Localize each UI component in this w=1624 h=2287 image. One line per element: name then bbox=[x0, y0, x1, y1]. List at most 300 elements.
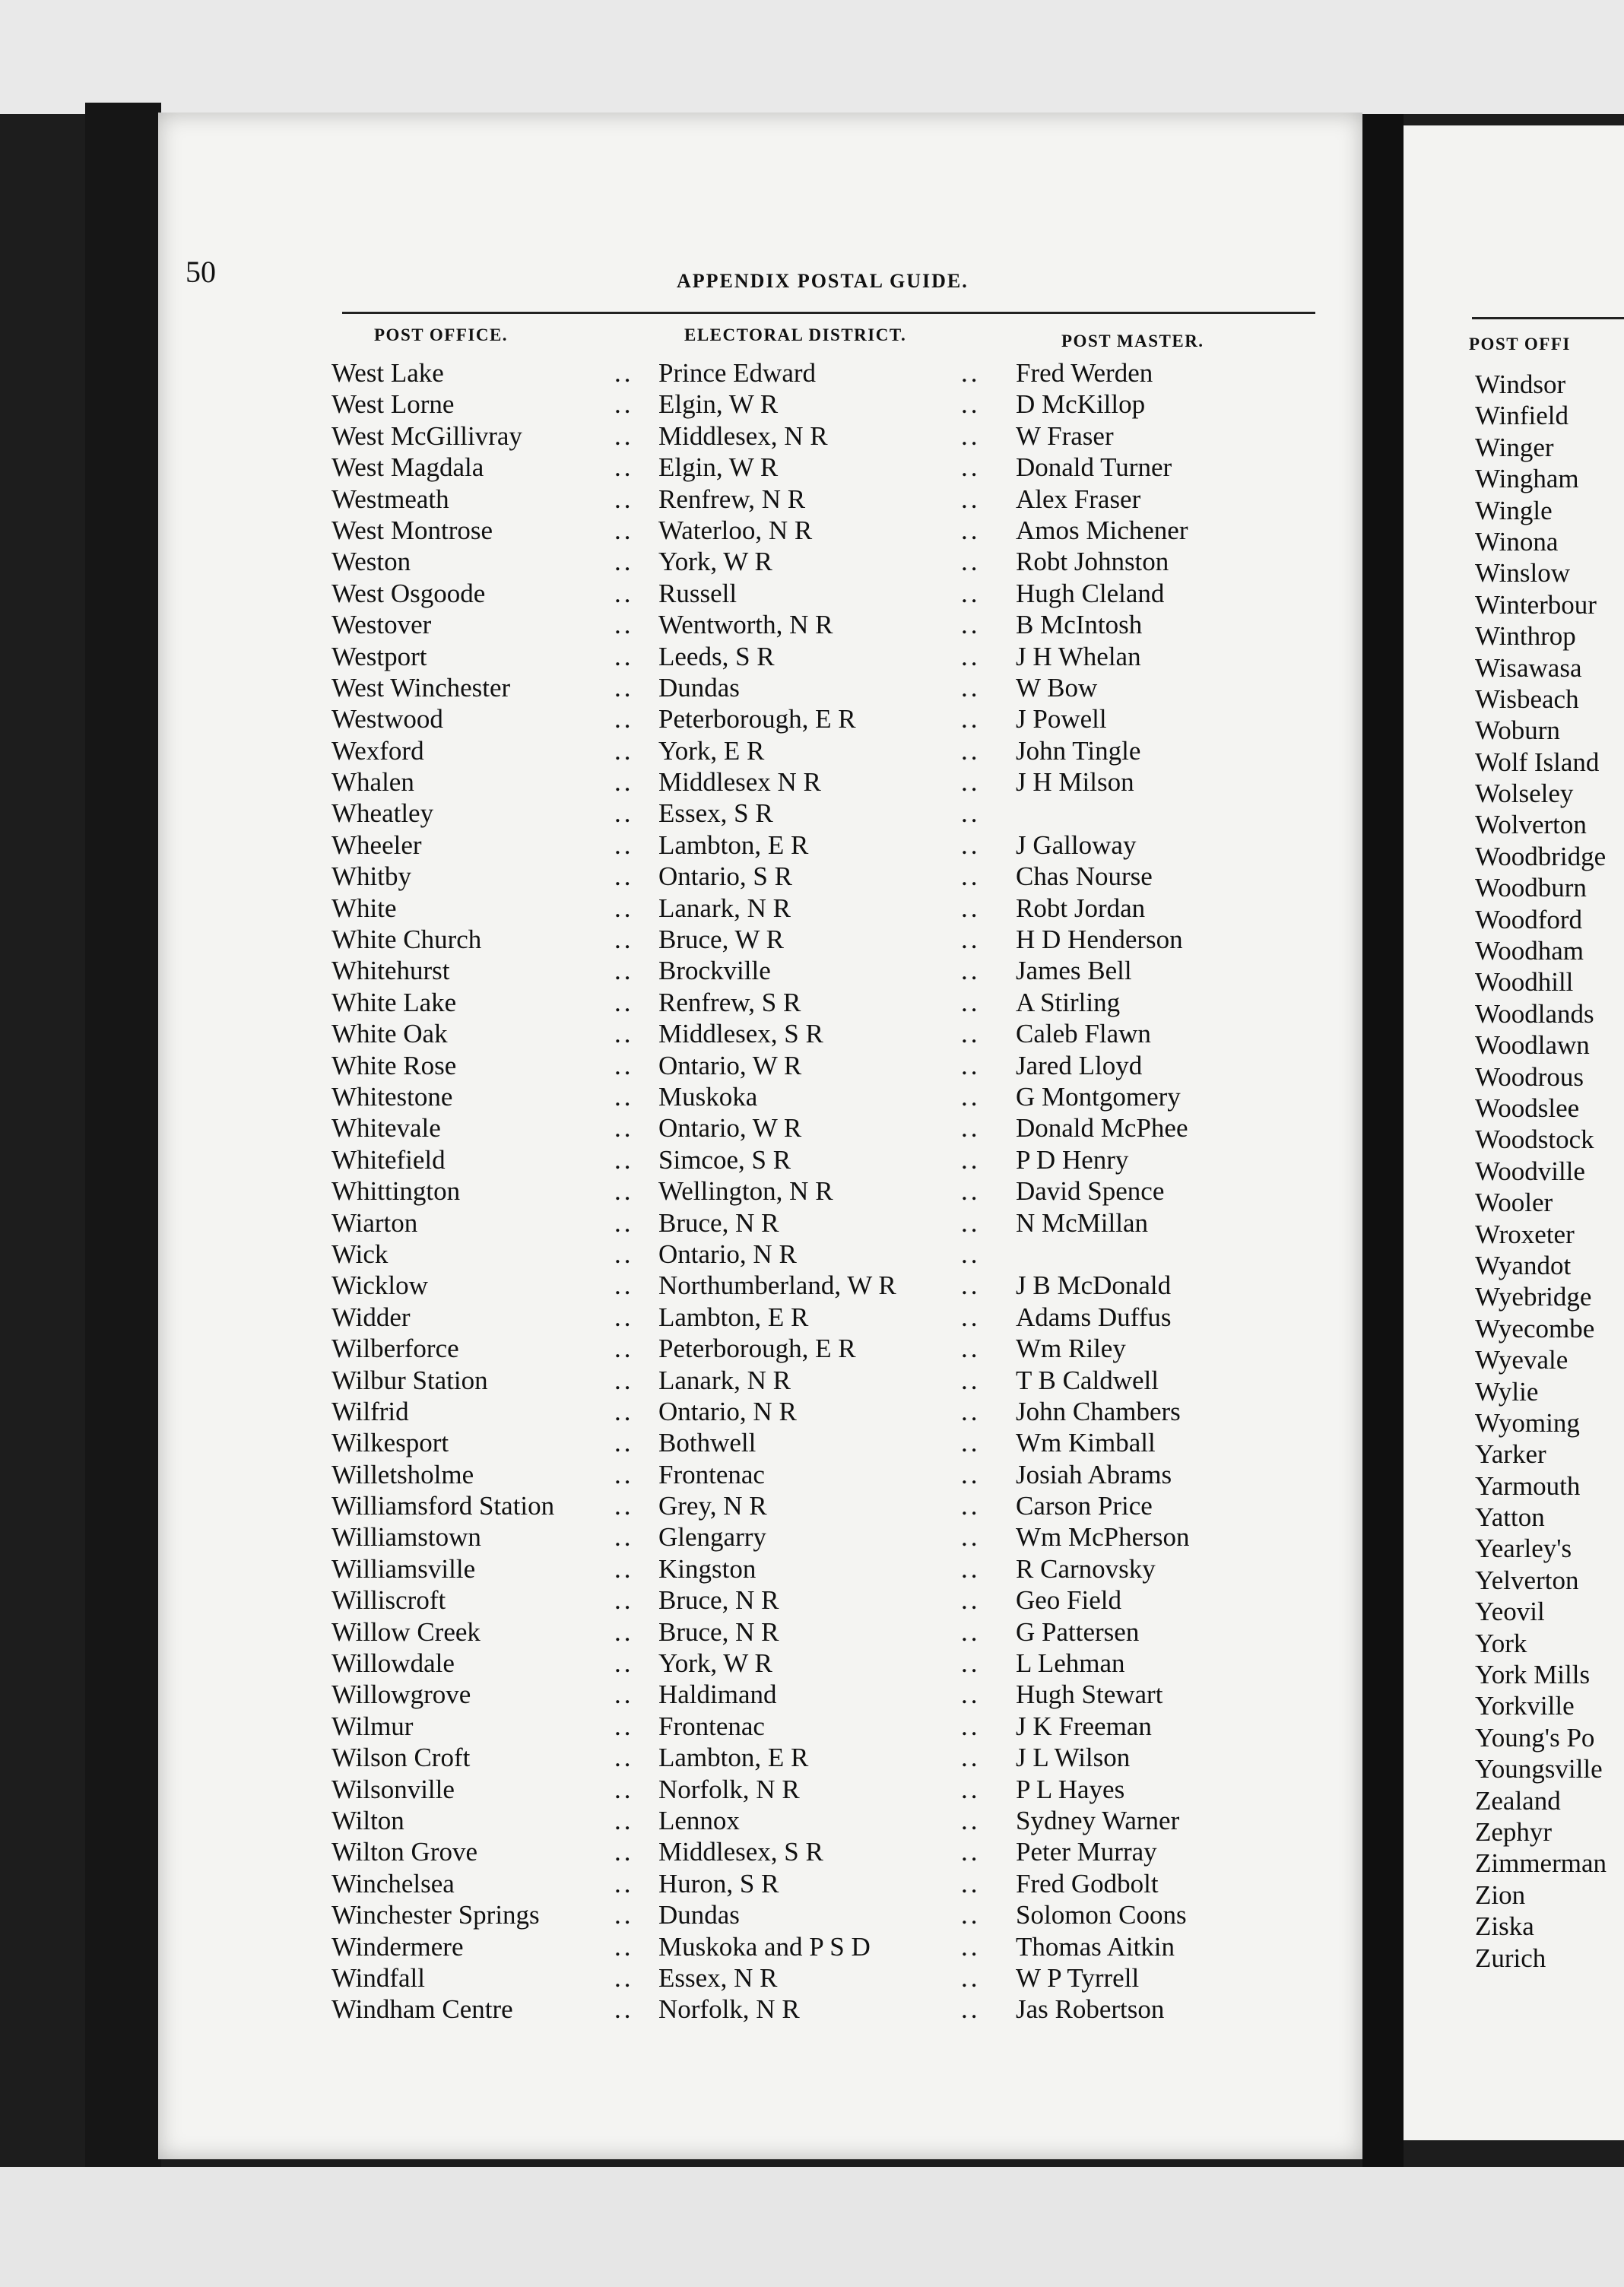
leader-dots: .. bbox=[614, 1207, 634, 1238]
post-master-name: Geo Field bbox=[1016, 1585, 1122, 1616]
right-post-office-name: Winterbour bbox=[1475, 589, 1597, 620]
electoral-district: Peterborough, E R bbox=[658, 704, 856, 734]
post-master-name: Caleb Flawn bbox=[1016, 1019, 1151, 1049]
leader-dots: .. bbox=[614, 1270, 634, 1301]
leader-dots: .. bbox=[614, 1553, 634, 1584]
post-office-name: Westmeath bbox=[331, 484, 449, 514]
post-master-name: J Powell bbox=[1016, 704, 1107, 734]
post-office-name: White Oak bbox=[331, 1019, 448, 1049]
leader-dots: .. bbox=[614, 1491, 634, 1521]
book-gutter bbox=[1362, 114, 1404, 2167]
post-office-name: White Lake bbox=[331, 987, 457, 1017]
post-office-name: Williamstown bbox=[331, 1522, 481, 1553]
post-master-name: Jas Robertson bbox=[1016, 1994, 1165, 2025]
right-post-office-name: Wylie bbox=[1475, 1376, 1539, 1407]
leader-dots: .. bbox=[614, 1994, 634, 2025]
electoral-district: Essex, N R bbox=[658, 1962, 778, 1993]
leader-dots: .. bbox=[614, 1302, 634, 1332]
table-row bbox=[0, 641, 1362, 672]
post-office-name: Willowdale bbox=[331, 1648, 455, 1679]
leader-dots: .. bbox=[614, 1396, 634, 1426]
electoral-district: Norfolk, N R bbox=[658, 1994, 800, 2025]
electoral-district: Bruce, N R bbox=[658, 1585, 779, 1616]
leader-dots: .. bbox=[614, 1711, 634, 1741]
table-row bbox=[0, 1899, 1362, 1930]
post-office-name: Whitby bbox=[331, 861, 411, 892]
right-post-office-name: Wyecombe bbox=[1475, 1313, 1595, 1343]
electoral-district: Haldimand bbox=[658, 1680, 777, 1710]
table-row bbox=[0, 1805, 1362, 1836]
table-row bbox=[0, 829, 1362, 861]
post-master-name: P L Hayes bbox=[1016, 1774, 1125, 1804]
post-office-table bbox=[0, 357, 1362, 2025]
table-row bbox=[0, 1994, 1362, 2025]
leader-dots: .. bbox=[961, 1837, 981, 1867]
leader-dots: .. bbox=[614, 1176, 634, 1207]
electoral-district: Muskoka bbox=[658, 1081, 758, 1112]
post-office-name: Wilberforce bbox=[331, 1334, 459, 1364]
table-row bbox=[0, 735, 1362, 766]
post-office-name: White Rose bbox=[331, 1050, 457, 1080]
page-number: 50 bbox=[186, 255, 216, 289]
leader-dots: .. bbox=[961, 1365, 981, 1395]
post-office-name: Wick bbox=[331, 1239, 389, 1269]
table-row bbox=[0, 1711, 1362, 1742]
post-office-name: West Montrose bbox=[331, 515, 493, 545]
electoral-district: Dundas bbox=[658, 672, 740, 703]
leader-dots: .. bbox=[961, 767, 981, 798]
electoral-district: York, E R bbox=[658, 735, 765, 766]
right-post-office-name: Wolf Island bbox=[1475, 747, 1600, 777]
table-row bbox=[0, 1302, 1362, 1333]
electoral-district: Huron, S R bbox=[658, 1868, 779, 1898]
right-post-office-name: Wyevale bbox=[1475, 1345, 1568, 1375]
post-master-name: Peter Murray bbox=[1016, 1837, 1157, 1867]
leader-dots: .. bbox=[961, 1931, 981, 1962]
post-office-name: Wilsonville bbox=[331, 1774, 455, 1804]
header-rule bbox=[342, 312, 1315, 314]
leader-dots: .. bbox=[961, 1239, 981, 1269]
electoral-district: Muskoka and P S D bbox=[658, 1931, 871, 1962]
table-row bbox=[0, 578, 1362, 609]
table-row bbox=[0, 1679, 1362, 1710]
post-office-name: Wiarton bbox=[331, 1207, 418, 1238]
post-office-name: Westwood bbox=[331, 704, 443, 734]
right-post-office-name: Woodslee bbox=[1475, 1093, 1580, 1123]
electoral-district: Ontario, W R bbox=[658, 1050, 802, 1080]
electoral-district: Lambton, E R bbox=[658, 1302, 809, 1332]
right-post-office-name: Woodville bbox=[1475, 1156, 1585, 1186]
leader-dots: .. bbox=[961, 1522, 981, 1553]
table-row bbox=[0, 1144, 1362, 1175]
post-office-name: Willetsholme bbox=[331, 1459, 474, 1489]
post-office-name: West Winchester bbox=[331, 672, 511, 703]
post-master-name: Hugh Stewart bbox=[1016, 1680, 1163, 1710]
post-office-name: Weston bbox=[331, 547, 411, 577]
right-post-office-name: Yatton bbox=[1475, 1502, 1545, 1533]
post-master-name: David Spence bbox=[1016, 1176, 1165, 1207]
right-post-office-name: Yearley's bbox=[1475, 1534, 1572, 1564]
post-master-name: Fred Godbolt bbox=[1016, 1868, 1159, 1898]
column-head-electoral-district: ELECTORAL DISTRICT. bbox=[684, 325, 907, 344]
table-row bbox=[0, 1365, 1362, 1396]
table-row bbox=[0, 924, 1362, 955]
post-office-name: Whitevale bbox=[331, 1113, 441, 1144]
column-head-post-office: POST OFFICE. bbox=[374, 325, 509, 344]
table-row bbox=[0, 955, 1362, 986]
leader-dots: .. bbox=[961, 704, 981, 734]
electoral-district: Middlesex N R bbox=[658, 767, 821, 798]
post-master-name: J H Whelan bbox=[1016, 641, 1141, 671]
electoral-district: Ontario, N R bbox=[658, 1396, 797, 1426]
post-master-name: L Lehman bbox=[1016, 1648, 1125, 1679]
leader-dots: .. bbox=[614, 1774, 634, 1804]
leader-dots: .. bbox=[614, 1616, 634, 1647]
post-office-name: Westport bbox=[331, 641, 427, 671]
post-master-name: W P Tyrrell bbox=[1016, 1962, 1140, 1993]
table-row bbox=[0, 1962, 1362, 1994]
leader-dots: .. bbox=[961, 1868, 981, 1898]
leader-dots: .. bbox=[961, 610, 981, 640]
leader-dots: .. bbox=[614, 1743, 634, 1773]
leader-dots: .. bbox=[961, 358, 981, 388]
right-post-office-name: Wolseley bbox=[1475, 779, 1574, 809]
leader-dots: .. bbox=[614, 1680, 634, 1710]
right-post-office-name: Zealand bbox=[1475, 1785, 1561, 1816]
table-row bbox=[0, 357, 1362, 389]
post-office-name: Whitehurst bbox=[331, 956, 450, 986]
electoral-district: Simcoe, S R bbox=[658, 1144, 791, 1175]
leader-dots: .. bbox=[614, 735, 634, 766]
right-post-office-name: Wroxeter bbox=[1475, 1219, 1575, 1249]
leader-dots: .. bbox=[614, 1428, 634, 1458]
right-post-office-name: Youngsville bbox=[1475, 1754, 1603, 1784]
leader-dots: .. bbox=[614, 829, 634, 860]
electoral-district: Bruce, W R bbox=[658, 925, 784, 955]
right-post-office-name: Winthrop bbox=[1475, 621, 1576, 652]
electoral-district: Grey, N R bbox=[658, 1491, 767, 1521]
leader-dots: .. bbox=[961, 1491, 981, 1521]
right-post-office-name: Yorkville bbox=[1475, 1691, 1575, 1721]
electoral-district: Wellington, N R bbox=[658, 1176, 833, 1207]
leader-dots: .. bbox=[614, 767, 634, 798]
electoral-district: Ontario, N R bbox=[658, 1239, 797, 1269]
post-office-name: Willow Creek bbox=[331, 1616, 481, 1647]
post-master-name: J B McDonald bbox=[1016, 1270, 1172, 1301]
electoral-district: Leeds, S R bbox=[658, 641, 775, 671]
table-row bbox=[0, 1459, 1362, 1490]
leader-dots: .. bbox=[614, 1585, 634, 1616]
leader-dots: .. bbox=[961, 1805, 981, 1835]
right-post-office-name: Wyebridge bbox=[1475, 1282, 1592, 1312]
table-row bbox=[0, 389, 1362, 420]
leader-dots: .. bbox=[961, 672, 981, 703]
right-post-office-name: Woodbridge bbox=[1475, 841, 1607, 871]
table-row bbox=[0, 1836, 1362, 1867]
leader-dots: .. bbox=[961, 1176, 981, 1207]
electoral-district: Waterloo, N R bbox=[658, 515, 813, 545]
leader-dots: .. bbox=[614, 389, 634, 420]
right-page bbox=[1404, 125, 1624, 2140]
post-office-name: Wilbur Station bbox=[331, 1365, 488, 1395]
electoral-district: Elgin, W R bbox=[658, 452, 779, 483]
post-master-name: Chas Nourse bbox=[1016, 861, 1153, 892]
electoral-district: York, W R bbox=[658, 1648, 772, 1679]
electoral-district: Elgin, W R bbox=[658, 389, 779, 420]
table-row bbox=[0, 1868, 1362, 1899]
right-post-office-name: Winona bbox=[1475, 526, 1559, 557]
leader-dots: .. bbox=[614, 547, 634, 577]
table-row bbox=[0, 515, 1362, 546]
leader-dots: .. bbox=[961, 1081, 981, 1112]
post-office-name: Widder bbox=[331, 1302, 411, 1332]
right-post-office-name: Wingham bbox=[1475, 464, 1579, 494]
right-post-office-name: Wisbeach bbox=[1475, 684, 1579, 714]
leader-dots: .. bbox=[614, 925, 634, 955]
leader-dots: .. bbox=[961, 1616, 981, 1647]
leader-dots: .. bbox=[614, 672, 634, 703]
leader-dots: .. bbox=[614, 1365, 634, 1395]
leader-dots: .. bbox=[614, 893, 634, 923]
right-post-office-name: Wooler bbox=[1475, 1188, 1553, 1218]
leader-dots: .. bbox=[614, 1522, 634, 1553]
table-row bbox=[0, 1239, 1362, 1270]
table-row bbox=[0, 452, 1362, 483]
leader-dots: .. bbox=[961, 987, 981, 1017]
electoral-district: Lanark, N R bbox=[658, 1365, 791, 1395]
leader-dots: .. bbox=[961, 1900, 981, 1930]
table-row bbox=[0, 703, 1362, 734]
post-office-name: Williamsford Station bbox=[331, 1491, 555, 1521]
leader-dots: .. bbox=[961, 861, 981, 892]
leader-dots: .. bbox=[961, 1207, 981, 1238]
post-master-name: Donald McPhee bbox=[1016, 1113, 1188, 1144]
leader-dots: .. bbox=[961, 1019, 981, 1049]
table-row bbox=[0, 766, 1362, 798]
leader-dots: .. bbox=[614, 1868, 634, 1898]
leader-dots: .. bbox=[961, 1553, 981, 1584]
leader-dots: .. bbox=[961, 484, 981, 514]
post-master-name: Fred Werden bbox=[1016, 358, 1153, 388]
table-row bbox=[0, 1207, 1362, 1239]
right-post-office-name: Zion bbox=[1475, 1879, 1526, 1910]
right-post-office-name: Winfield bbox=[1475, 401, 1568, 431]
post-master-name: R Carnovsky bbox=[1016, 1553, 1156, 1584]
right-post-office-name: Yarker bbox=[1475, 1439, 1546, 1470]
electoral-district: Ontario, W R bbox=[658, 1113, 802, 1144]
right-post-office-name: Zurich bbox=[1475, 1943, 1546, 1973]
electoral-district: Lambton, E R bbox=[658, 829, 809, 860]
table-row bbox=[0, 1742, 1362, 1773]
right-post-office-name: Woodlands bbox=[1475, 998, 1594, 1029]
leader-dots: .. bbox=[961, 1270, 981, 1301]
leader-dots: .. bbox=[961, 1743, 981, 1773]
column-head-post-master: POST MASTER. bbox=[1061, 331, 1204, 351]
post-master-name: B McIntosh bbox=[1016, 610, 1143, 640]
post-master-name: Alex Fraser bbox=[1016, 484, 1141, 514]
table-row bbox=[0, 893, 1362, 924]
leader-dots: .. bbox=[961, 515, 981, 545]
table-row bbox=[0, 1931, 1362, 1962]
right-post-office-name: Winger bbox=[1475, 432, 1554, 462]
table-row bbox=[0, 987, 1362, 1018]
post-master-name: Thomas Aitkin bbox=[1016, 1931, 1175, 1962]
right-post-office-name: York Mills bbox=[1475, 1660, 1591, 1690]
post-master-name: J K Freeman bbox=[1016, 1711, 1152, 1741]
right-post-office-name: Wyoming bbox=[1475, 1407, 1580, 1438]
post-master-name: J Galloway bbox=[1016, 829, 1137, 860]
right-post-office-name: Young's Po bbox=[1475, 1722, 1595, 1753]
electoral-district: Glengarry bbox=[658, 1522, 766, 1553]
post-office-name: Wicklow bbox=[331, 1270, 428, 1301]
post-master-name: Amos Michener bbox=[1016, 515, 1188, 545]
post-master-name: Josiah Abrams bbox=[1016, 1459, 1172, 1489]
post-master-name: J H Milson bbox=[1016, 767, 1134, 798]
right-post-office-list bbox=[1475, 369, 1607, 1974]
running-head: APPENDIX POSTAL GUIDE. bbox=[677, 270, 969, 292]
electoral-district: Middlesex, N R bbox=[658, 420, 828, 451]
leader-dots: .. bbox=[961, 547, 981, 577]
leader-dots: .. bbox=[614, 956, 634, 986]
post-office-name: White Church bbox=[331, 925, 482, 955]
electoral-district: Dundas bbox=[658, 1900, 740, 1930]
electoral-district: Frontenac bbox=[658, 1711, 765, 1741]
post-master-name: J L Wilson bbox=[1016, 1743, 1131, 1773]
post-master-name: N McMillan bbox=[1016, 1207, 1149, 1238]
electoral-district: Renfrew, S R bbox=[658, 987, 801, 1017]
leader-dots: .. bbox=[614, 452, 634, 483]
leader-dots: .. bbox=[614, 1144, 634, 1175]
table-row bbox=[0, 1490, 1362, 1521]
electoral-district: Lanark, N R bbox=[658, 893, 791, 923]
leader-dots: .. bbox=[961, 1113, 981, 1144]
post-office-name: Wilton bbox=[331, 1805, 404, 1835]
post-master-name: D McKillop bbox=[1016, 389, 1146, 420]
post-office-name: Winchester Springs bbox=[331, 1900, 540, 1930]
leader-dots: .. bbox=[614, 1050, 634, 1080]
post-office-name: Whitestone bbox=[331, 1081, 453, 1112]
leader-dots: .. bbox=[961, 641, 981, 671]
post-office-name: Wilmur bbox=[331, 1711, 414, 1741]
post-office-name: Windfall bbox=[331, 1962, 425, 1993]
leader-dots: .. bbox=[961, 1144, 981, 1175]
leader-dots: .. bbox=[614, 1900, 634, 1930]
post-office-name: West Magdala bbox=[331, 452, 484, 483]
post-master-name: G Montgomery bbox=[1016, 1081, 1181, 1112]
electoral-district: Wentworth, N R bbox=[658, 610, 833, 640]
electoral-district: Bruce, N R bbox=[658, 1616, 779, 1647]
right-post-office-name: York bbox=[1475, 1628, 1527, 1658]
post-master-name: Carson Price bbox=[1016, 1491, 1153, 1521]
post-office-name: West Lake bbox=[331, 358, 444, 388]
leader-dots: .. bbox=[961, 1680, 981, 1710]
leader-dots: .. bbox=[614, 515, 634, 545]
post-master-name: A Stirling bbox=[1016, 987, 1121, 1017]
table-row bbox=[0, 1553, 1362, 1584]
leader-dots: .. bbox=[961, 1994, 981, 2025]
table-row bbox=[0, 1333, 1362, 1364]
post-office-name: Windermere bbox=[331, 1931, 464, 1962]
electoral-district: Middlesex, S R bbox=[658, 1837, 823, 1867]
table-row bbox=[0, 420, 1362, 452]
post-master-name: Jared Lloyd bbox=[1016, 1050, 1143, 1080]
leader-dots: .. bbox=[614, 1019, 634, 1049]
post-office-name: Wexford bbox=[331, 735, 424, 766]
right-post-office-name: Wisawasa bbox=[1475, 652, 1582, 683]
table-row bbox=[0, 1616, 1362, 1648]
post-office-name: West Osgoode bbox=[331, 578, 486, 608]
table-row bbox=[0, 484, 1362, 515]
right-post-office-name: Wyandot bbox=[1475, 1250, 1572, 1280]
leader-dots: .. bbox=[961, 956, 981, 986]
table-row bbox=[0, 672, 1362, 703]
right-post-office-name: Woodham bbox=[1475, 936, 1584, 966]
table-row bbox=[0, 609, 1362, 640]
post-office-name: Whitefield bbox=[331, 1144, 446, 1175]
electoral-district: Norfolk, N R bbox=[658, 1774, 800, 1804]
electoral-district: Peterborough, E R bbox=[658, 1334, 856, 1364]
right-post-office-name: Winslow bbox=[1475, 558, 1570, 588]
table-row bbox=[0, 798, 1362, 829]
post-office-name: Willowgrove bbox=[331, 1680, 471, 1710]
leader-dots: .. bbox=[614, 610, 634, 640]
electoral-district: Lambton, E R bbox=[658, 1743, 809, 1773]
post-master-name: W Bow bbox=[1016, 672, 1098, 703]
leader-dots: .. bbox=[614, 1648, 634, 1679]
leader-dots: .. bbox=[614, 1805, 634, 1835]
electoral-district: Bruce, N R bbox=[658, 1207, 779, 1238]
post-master-name: Adams Duffus bbox=[1016, 1302, 1172, 1332]
leader-dots: .. bbox=[614, 1239, 634, 1269]
electoral-district: Middlesex, S R bbox=[658, 1019, 823, 1049]
leader-dots: .. bbox=[961, 1585, 981, 1616]
right-post-office-name: Wolverton bbox=[1475, 810, 1587, 840]
scan-bottom-edge bbox=[0, 2167, 1624, 2287]
post-master-name: Hugh Cleland bbox=[1016, 578, 1165, 608]
post-master-name: John Tingle bbox=[1016, 735, 1141, 766]
table-row bbox=[0, 1175, 1362, 1207]
leader-dots: .. bbox=[614, 1113, 634, 1144]
leader-dots: .. bbox=[961, 389, 981, 420]
post-master-name: H D Henderson bbox=[1016, 925, 1183, 955]
electoral-district: Lennox bbox=[658, 1805, 740, 1835]
right-head-rule bbox=[1472, 317, 1624, 319]
leader-dots: .. bbox=[614, 1459, 634, 1489]
table-row bbox=[0, 1396, 1362, 1427]
electoral-district: Bothwell bbox=[658, 1428, 756, 1458]
right-post-office-name: Wingle bbox=[1475, 495, 1553, 525]
right-post-office-name: Windsor bbox=[1475, 370, 1566, 399]
leader-dots: .. bbox=[961, 1050, 981, 1080]
leader-dots: .. bbox=[614, 798, 634, 829]
right-post-office-name: Woodford bbox=[1475, 904, 1583, 934]
right-post-office-name: Woodlawn bbox=[1475, 1030, 1590, 1061]
leader-dots: .. bbox=[961, 1711, 981, 1741]
leader-dots: .. bbox=[961, 420, 981, 451]
post-office-name: Westover bbox=[331, 610, 432, 640]
leader-dots: .. bbox=[961, 1648, 981, 1679]
electoral-district: Essex, S R bbox=[658, 798, 773, 829]
table-row bbox=[0, 1427, 1362, 1458]
post-office-name: Wilfrid bbox=[331, 1396, 409, 1426]
post-office-name: White bbox=[331, 893, 397, 923]
table-row bbox=[0, 1081, 1362, 1112]
post-office-name: Whalen bbox=[331, 767, 414, 798]
electoral-district: Russell bbox=[658, 578, 737, 608]
leader-dots: .. bbox=[961, 925, 981, 955]
post-master-name: Wm Riley bbox=[1016, 1334, 1126, 1364]
leader-dots: .. bbox=[614, 1931, 634, 1962]
